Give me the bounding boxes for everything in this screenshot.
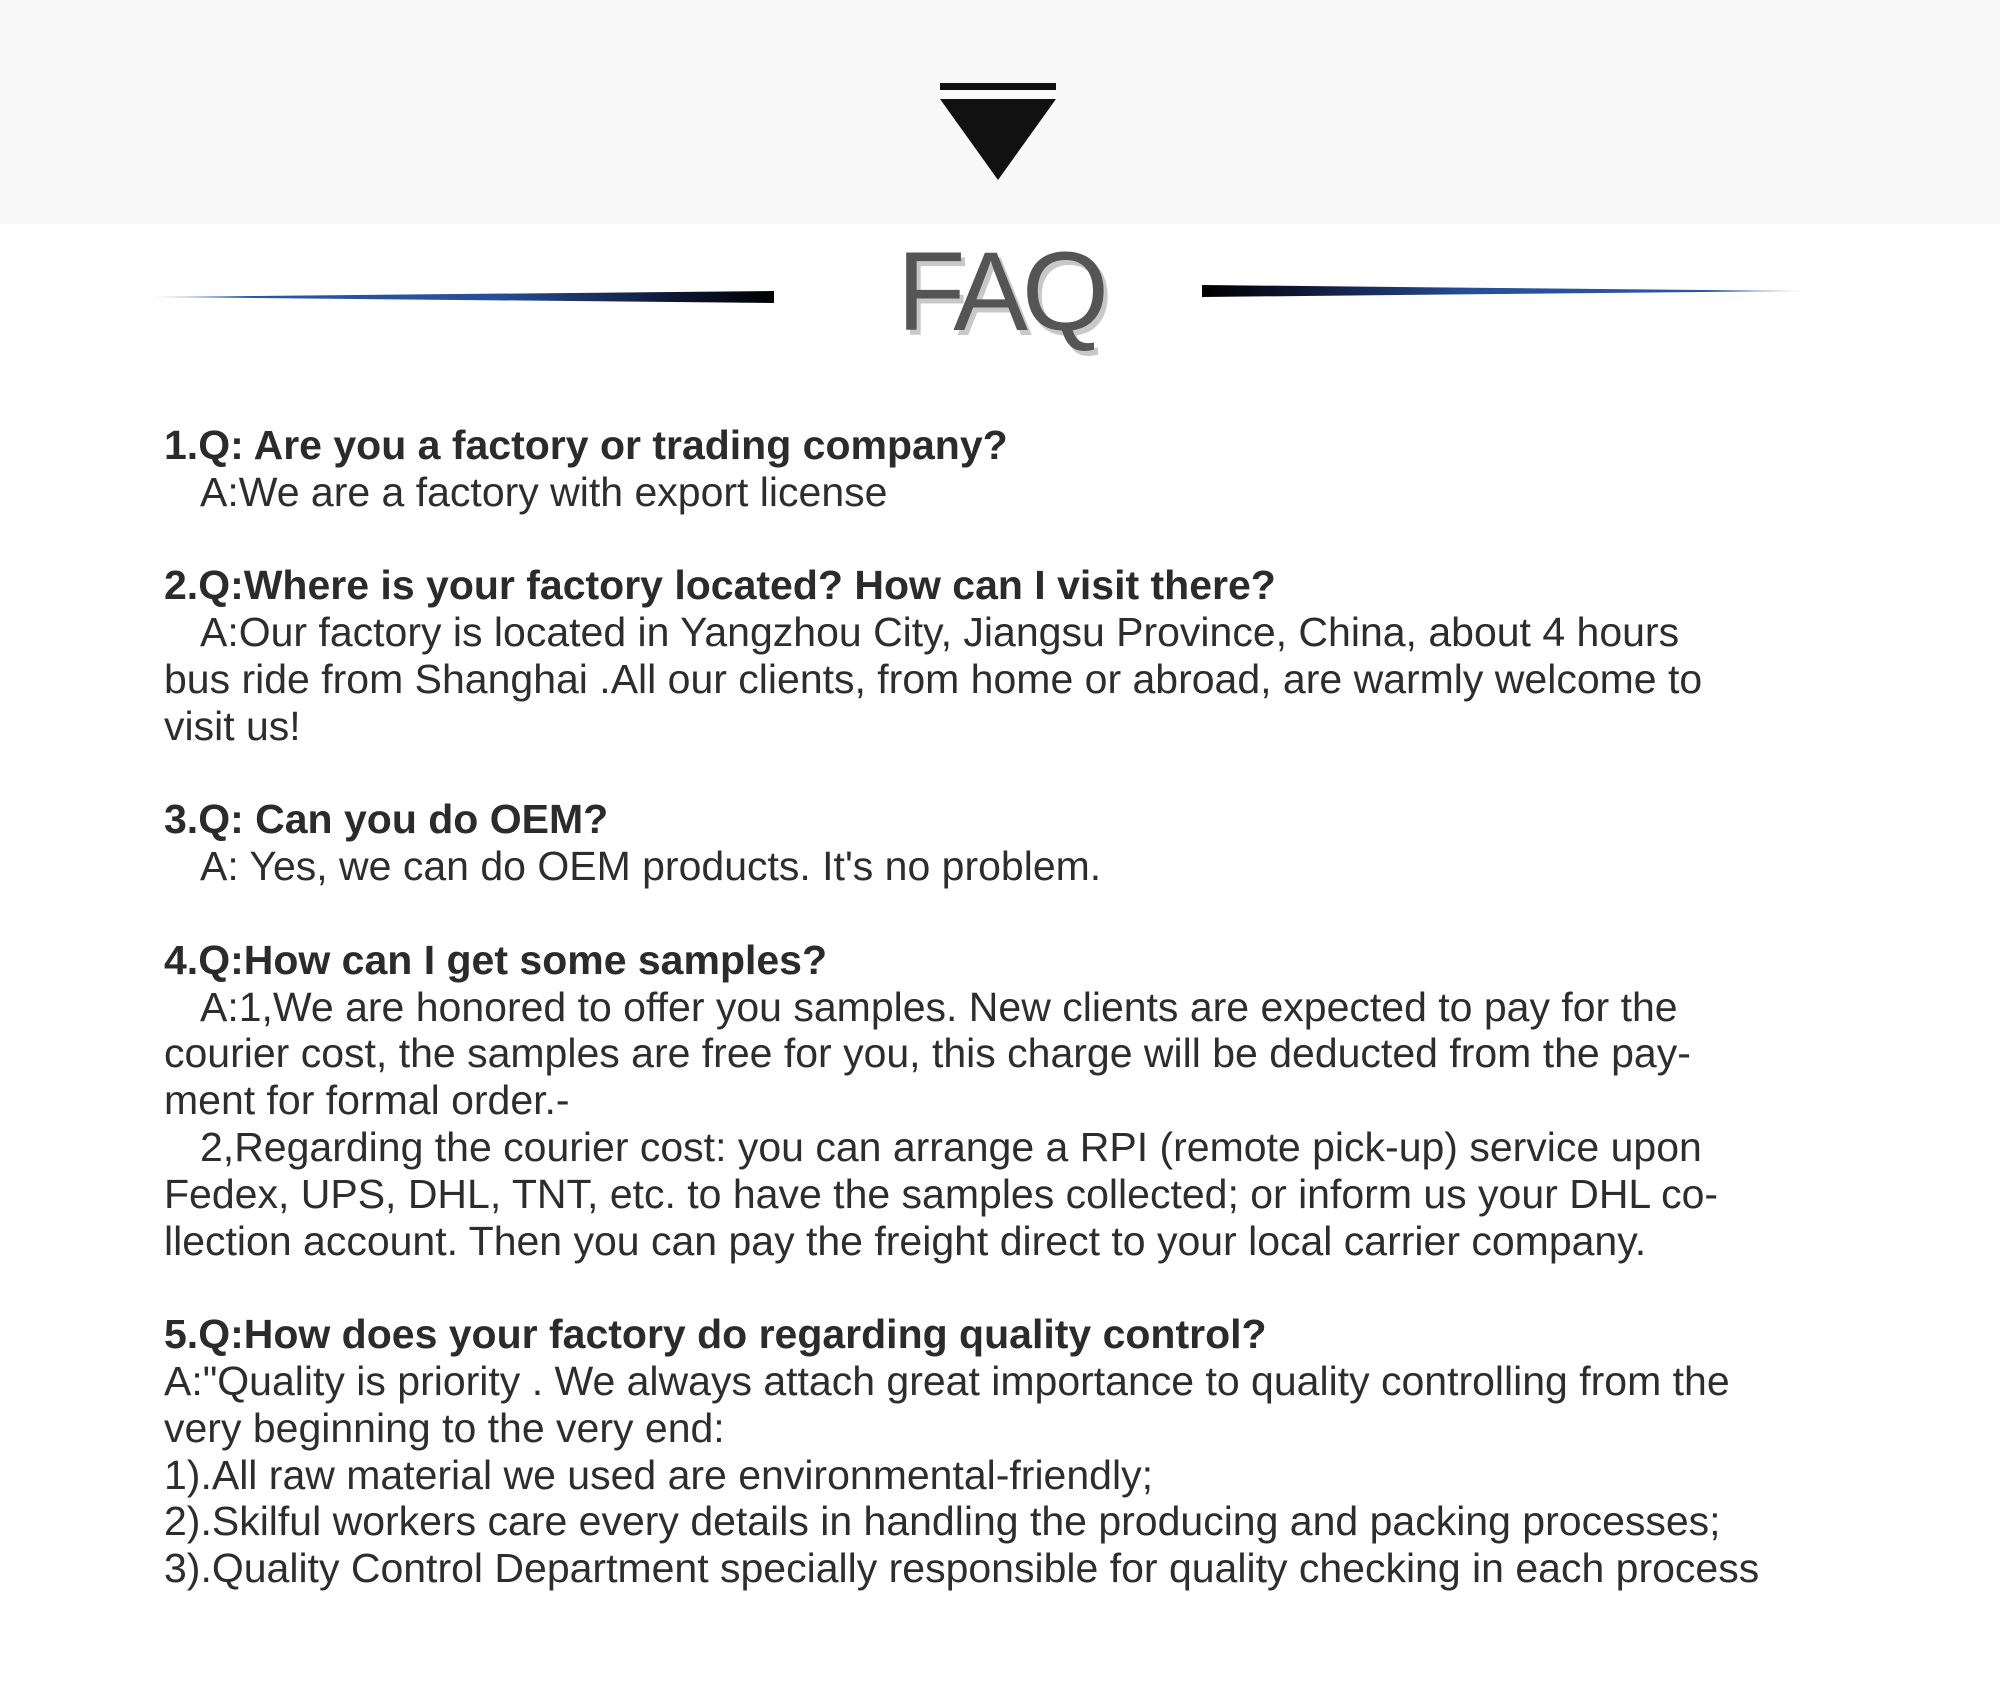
faq-answer-line: 3).Quality Control Department specially responsible for quality checking in each process [164,1545,1760,1592]
faq-answer-line: 2,Regarding the courier cost: you can arrange a RPI (remote pick-up) service upon [200,1123,1702,1170]
faq-answer-line: very beginning to the very end: [164,1404,725,1451]
faq-answer-line: A:1,We are honored to offer you samples. New clients are expected to pay for the [200,983,1678,1030]
faq-answer-line: A: Yes, we can do OEM products. It's no problem. [200,843,1102,890]
faq-question: 1.Q: Are you a factory or trading company? [164,422,1008,468]
faq-item [164,562,1964,749]
faq-list [164,422,1964,1639]
faq-question: 2.Q:Where is your factory located? How can I visit there? [164,562,1276,609]
arrow-bar [940,83,1056,90]
faq-answer-line: 1).All raw material we used are environmental-friendly; [164,1451,1153,1498]
faq-question: 5.Q:How does your factory do regarding quality control? [164,1311,1267,1358]
faq-answer-line: bus ride from Shanghai .All our clients, from home or abroad, are warmly welcome to [164,655,1703,702]
faq-answer-line: llection account. Then you can pay the freight direct to your local carrier company. [164,1217,1647,1264]
faq-item [164,796,1964,890]
faq-answer-line: ment for formal order.- [164,1077,570,1124]
faq-answer-line: courier cost, the samples are free for you, this charge will be deducted from the pay- [164,1030,1691,1077]
faq-title: FAQ [896,229,1104,354]
faq-answer-line: A:Our factory is located in Yangzhou City, Jiangsu Province, China, about 4 hours [200,609,1680,656]
faq-item [164,937,1964,1265]
arrow-triangle [940,99,1056,180]
faq-answer-line: visit us! [164,702,301,749]
faq-answer-line: 2).Skilful workers care every details in handling the producing and packing processes; [164,1498,1721,1545]
faq-question: 4.Q:How can I get some samples? [164,936,828,983]
faq-answer-line: Fedex, UPS, DHL, TNT, etc. to have the samples collected; or inform us your DHL co- [164,1170,1719,1217]
down-arrow-icon [938,80,1058,182]
faq-item [164,422,1964,516]
faq-answer-line: A:We are a factory with export license [200,468,888,515]
faq-item [164,1311,1964,1592]
faq-question: 3.Q: Can you do OEM? [164,796,609,843]
faq-answer-line: A:"Quality is priority . We always attach great importance to quality controlling from the [164,1357,1730,1404]
